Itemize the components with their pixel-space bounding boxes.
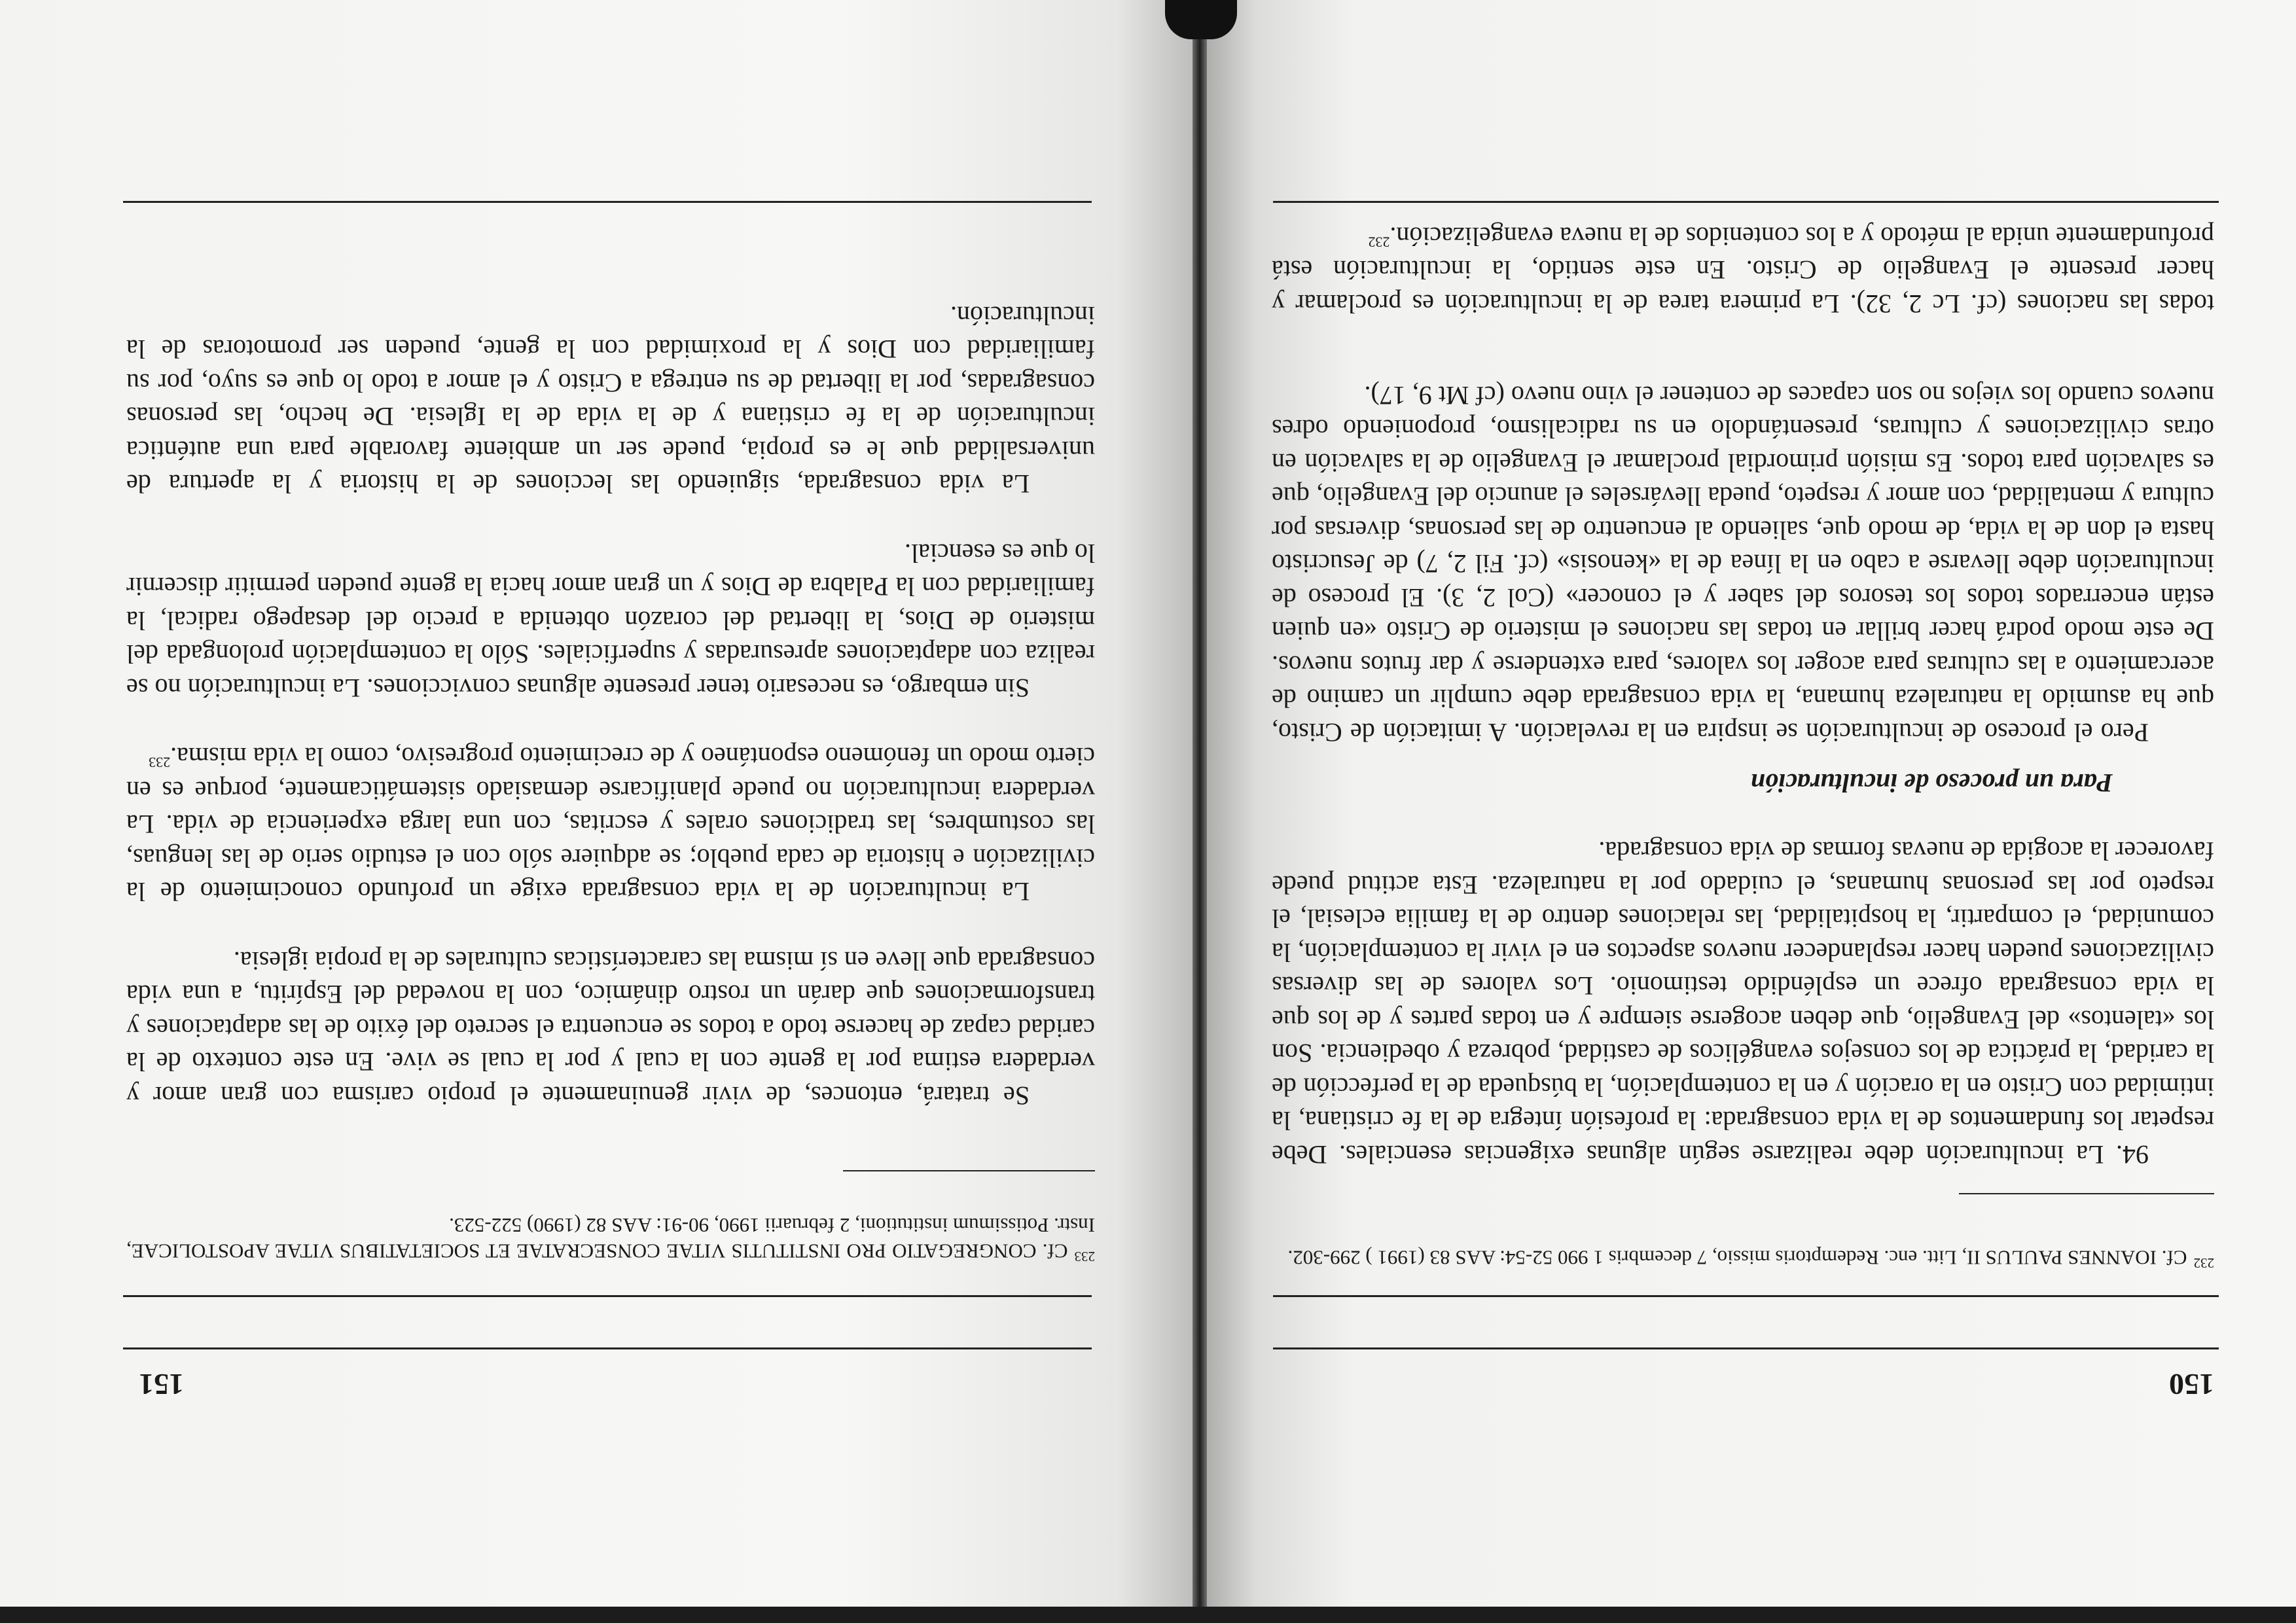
ref-233: 233 — [149, 754, 171, 771]
body-150-top — [1272, 220, 2214, 321]
footnote-text: Cf. CONGREGATIO PRO INSTITUTIS VITAE CONSECRATAE ET SOCIETATIBUS VITAE APOSTOLICAE, Instr. Potissimum institutioni, 2 februarii 1990, 90-91: AAS 82 (1990) 522-523. — [126, 1213, 1095, 1263]
header-rule-150-lower — [1273, 1295, 2219, 1297]
footnote-text: Cf. IOANNES PAULUS II, Litt. enc. Redemptoris missio, 7 decembris 1 990 52-54: AAS 83 (1991 ) 299-302. — [1287, 1246, 2187, 1270]
paragraph-consecrated-life: La vida consagrada, siguiendo las lecciones de la historia y la apertura de universalidad que le es propia, puede ser un ambiente favorable para una auténtica inculturación de la fe cristiana y de la vida de la Iglesia. De hecho, las personas consagradas, por la libertad de su entrega a Cristo y el amor a todo lo que es suyo, por su familiaridad con Dios y la proximidad con la gente, pueden ser promotoras de la inculturación. — [126, 301, 1095, 499]
body-151 — [126, 299, 1095, 1113]
footnote-232 — [1272, 1245, 2214, 1276]
footnote-block-151 — [126, 1212, 1095, 1270]
page-number-150: 150 — [2169, 1368, 2214, 1401]
knowledge-text: La inculturación de la vida consagrada exige un profundo conocimiento de la civilización e historia de cada pueblo; se adquiere sólo con el estudio serio de las lenguas, las costumbres, las tradiciones orales y escritas, con una larga experiencia de vida. La verdadera inculturación no puede planificarse demasiado sistemáticamente, porque es en cierto modo un fenómeno espontáneo y de crecimiento progresivo, como la vida misma. — [126, 742, 1095, 907]
header-rule-151 — [123, 1347, 1092, 1349]
paragraph-94: 94. La inculturación debe realizarse según algunas exigencias esenciales. Debe respetar los fundamentos de la vida consagrada: la profesión íntegra de la fe cristiana, la intimidad con Cristo en la oración y en la contemplación, la búsqueda de la perfección de la caridad, la práctica de los consejos evangélicos de castidad, pobreza y obediencia. Son los «talentos» del Evangelio, que deben acogerse siempre y en todas partes y de los que la vida consagrada ofrece un espléndido testimonio. Los valores de las diversas civilizaciones pueden hacer resplandecer nuevos aspectos en el vivir la contemplación, la comunidad, el compartir, la hospitalidad, las relaciones dentro de la familia eclesial, el respeto por las personas humanas, el cuidado por la naturaleza. Esta actitud puede favorecer la acogida de nuevas formas de vida consagrada. — [1272, 836, 2214, 1169]
footnote-number: 233 — [1074, 1249, 1095, 1264]
bottom-rule-150 — [1273, 201, 2219, 203]
footnote-block-150 — [1272, 1245, 2214, 1276]
footnote-rule-151 — [843, 1170, 1095, 1171]
footnote-rule-150 — [1959, 1193, 2214, 1194]
header-rule-151-lower — [123, 1295, 1092, 1297]
page-number-151: 151 — [139, 1368, 184, 1401]
footnote-233 — [126, 1212, 1095, 1270]
header-rule-150 — [1273, 1347, 2219, 1349]
body-150-bottom — [1272, 834, 2214, 1171]
paragraph-knowledge — [126, 740, 1095, 909]
paragraph-adaptation: Se tratará, entonces, de vivir genuinamente el propio carisma con gran amor y verdadera estima por la gente con la cual y por la cual se vive. En este contexto de la caridad capaz de hacerse todo a todos se encuentra el secreto del éxito de las adaptaciones y transformaciones que darán un rostro dinámico, con la novedad del Espíritu, a una vida consagrada que lleve en sí misma las características culturales de la propia iglesia. — [126, 946, 1095, 1111]
paragraph-continuation — [1272, 220, 2214, 321]
paragraph-convictions: Sin embargo, es necesario tener presente algunas convicciones. La inculturación no se realiza con adaptaciones apresuradas y superficiales. Sólo la contemplación prolongada del misterio de Dios, la libertad del corazón obtenida a precio del desapego radical, la familiaridad con la Palabra de Dios y un gran amor hacia la gente pueden permitir discernir lo que es esencial. — [126, 539, 1095, 703]
footnote-number: 232 — [2193, 1255, 2214, 1271]
body-150-mid — [1272, 379, 2214, 750]
section-heading: Para un proceso de inculturación — [1750, 768, 2113, 798]
bottom-rule-151 — [123, 201, 1092, 203]
continuation-text: todas las naciones (cf. Lc 2, 32). La primera tarea de la inculturación es proclamar y hacer presente el Evangelio de Cristo. En este sentido, la inculturación está profundamente unida al método y a los contenidos de la nueva evangelización. — [1272, 222, 2214, 319]
ref-232: 232 — [1368, 234, 1390, 251]
paragraph-inculturation-revelation: Pero el proceso de inculturación se inspira en la revelación. A imitación de Cristo, que ha asumido la naturaleza humana, la vida consagrada debe cumplir un camino de acercamiento a las culturas para acoger los valores, para extenderse y dar frutos nuevos. De este modo podrá hacer brillar en todas las naciones el misterio de Cristo «en quien están encerrados todos los tesoros del saber y el conocer» (Col 2, 3). El proceso de inculturación debe llevarse a cabo en la línea de la «kenosis» (cf. Fil 2, 7) de Jesucristo hasta el don de la vida, de modo que, saliendo al encuentro de las personas, diversas por cultura y mentalidad, con amor y respeto, pueda llevárseles el anuncio del Evangelio, que es salvación para todos. Es misión primordial proclamar el Evangelio de la salvación en otras civilizaciones y culturas, presentándolo en su radicalismo, proponiendo odres nuevos cuando los viejos no son capaces de contener el vino nuevo (cf Mt 9, 17). — [1272, 381, 2214, 747]
